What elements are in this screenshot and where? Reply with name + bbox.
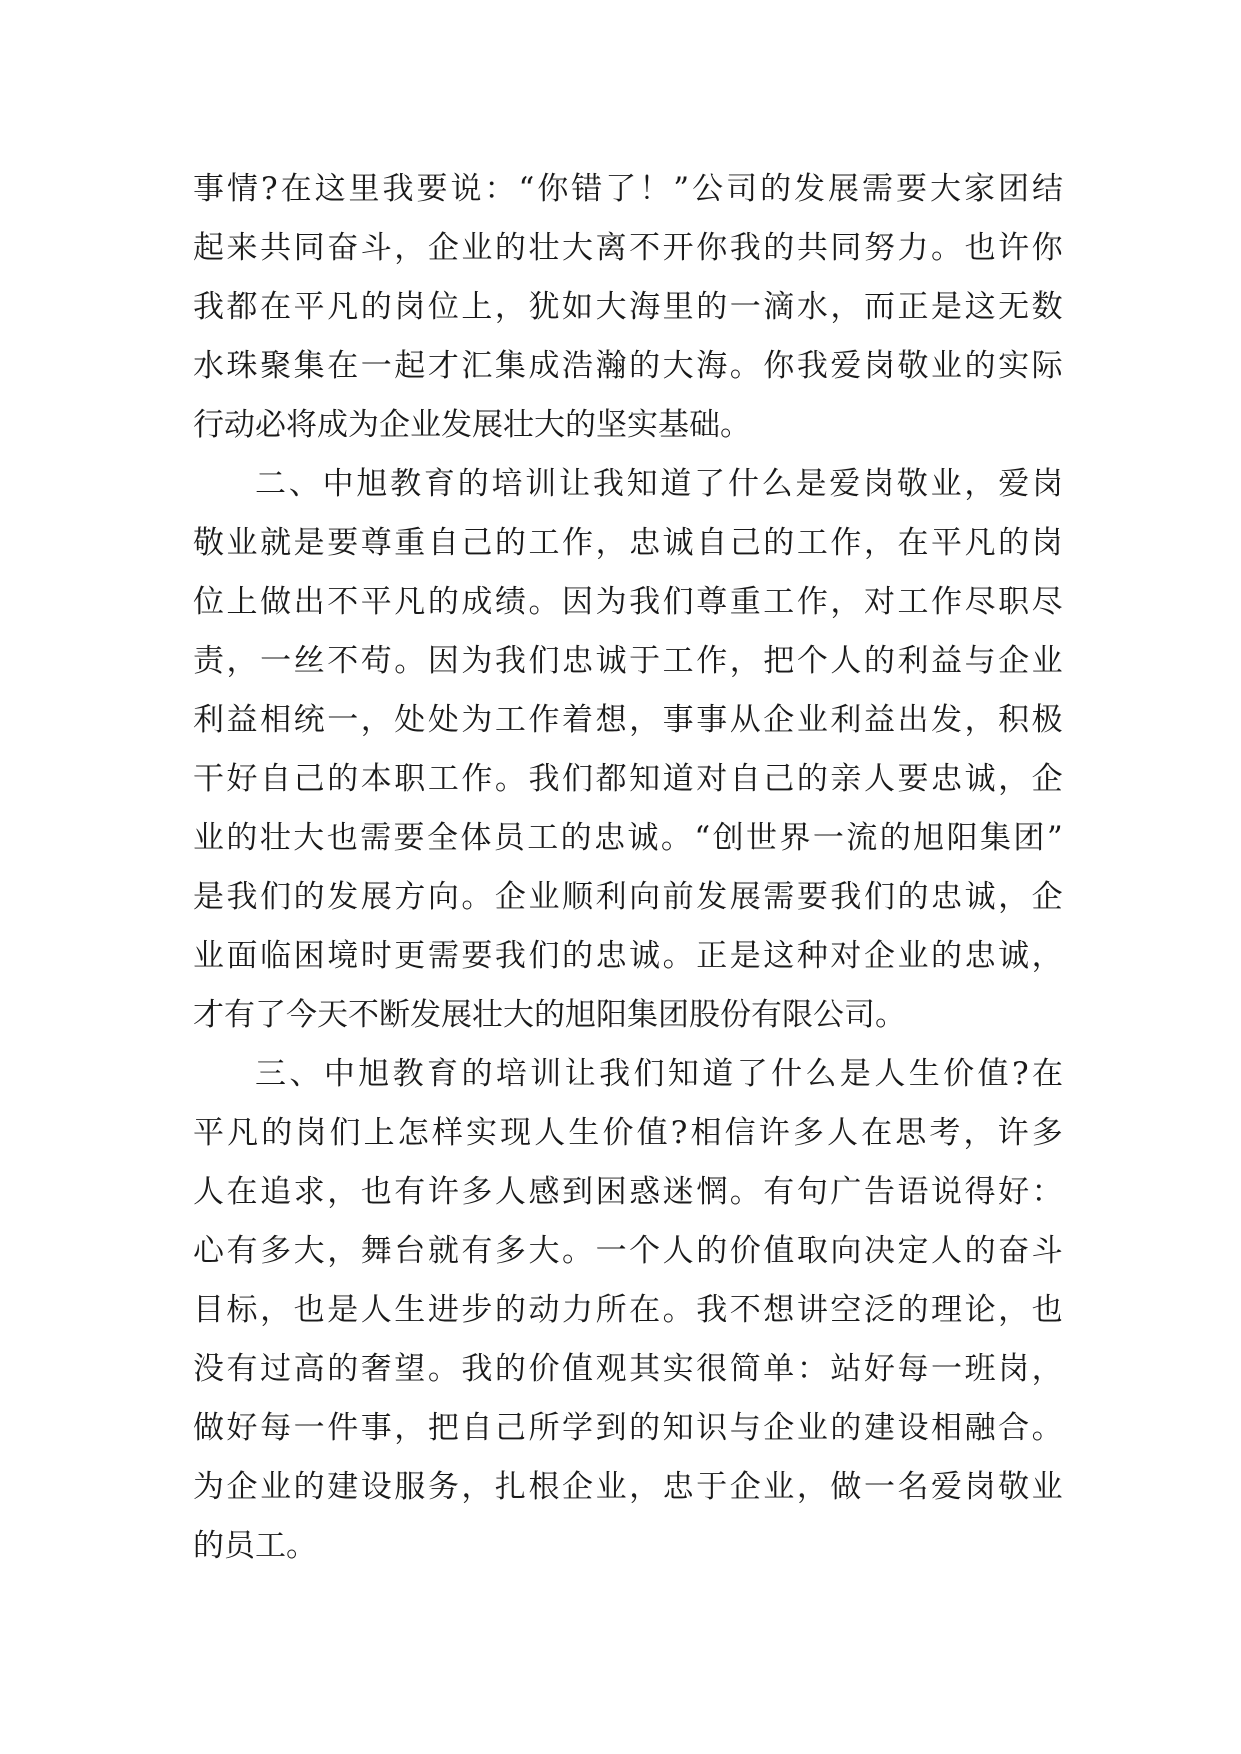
- text-line: 业 面 临 困 境 时 更 需 要 我 们 的 忠 诚 。 正 是 这 种 对 企 业 的 忠 诚 ，: [193, 938, 1063, 974]
- text-line: 利 益 相 统 一 ， 处 处 为 工 作 着 想 ， 事 事 从 企 业 利 益 出 发 ， 积 极: [193, 702, 1063, 738]
- text-line: 干 好 自 己 的 本 职 工 作 。 我 们 都 知 道 对 自 己 的 亲 人 要 忠 诚 ， 企: [193, 761, 1063, 797]
- text-line: 行 动 必 将 成 为 企 业 发 展 壮 大 的 坚 实 基 础 。: [193, 407, 751, 443]
- text-line: 平 凡 的 岗 们 上 怎 样 实 现 人 生 价 值 ? 相 信 许 多 人 在 思 考 ， 许 多: [193, 1115, 1063, 1151]
- text-line: 心 有 多 大 ， 舞 台 就 有 多 大 。 一 个 人 的 价 值 取 向 决 定 人 的 奋 斗: [193, 1233, 1063, 1269]
- text-line: 三 、 中 旭 教 育 的 培 训 让 我 们 知 道 了 什 么 是 人 生 价 值 ? 在: [255, 1056, 1063, 1092]
- text-line: 水 珠 聚 集 在 一 起 才 汇 集 成 浩 瀚 的 大 海 。 你 我 爱 岗 敬 业 的 实 际: [193, 348, 1063, 384]
- text-line: 责 ， 一 丝 不 苟 。 因 为 我 们 忠 诚 于 工 作 ， 把 个 人 的 利 益 与 企 业: [193, 643, 1063, 679]
- text-line: 是 我 们 的 发 展 方 向 。 企 业 顺 利 向 前 发 展 需 要 我 们 的 忠 诚 ， 企: [193, 879, 1063, 915]
- text-line: 为 企 业 的 建 设 服 务 ， 扎 根 企 业 ， 忠 于 企 业 ， 做 一 名 爱 岗 敬 业: [193, 1469, 1063, 1505]
- text-line: 目 标 ， 也 是 人 生 进 步 的 动 力 所 在 。 我 不 想 讲 空 泛 的 理 论 ， 也: [193, 1292, 1063, 1328]
- text-line: 敬 业 就 是 要 尊 重 自 己 的 工 作 ， 忠 诚 自 己 的 工 作 ， 在 平 凡 的 岗: [193, 525, 1063, 561]
- text-line: 我 都 在 平 凡 的 岗 位 上 ， 犹 如 大 海 里 的 一 滴 水 ， 而 正 是 这 无 数: [193, 289, 1063, 325]
- text-line: 的 员 工 。: [193, 1528, 317, 1564]
- text-line: 做 好 每 一 件 事 ， 把 自 己 所 学 到 的 知 识 与 企 业 的 建 设 相 融 合 。: [193, 1410, 1063, 1446]
- text-line: 才 有 了 今 天 不 断 发 展 壮 大 的 旭 阳 集 团 股 份 有 限 公 司 。: [193, 997, 906, 1033]
- text-line: 没 有 过 高 的 奢 望 。 我 的 价 值 观 其 实 很 简 单 ： 站 好 每 一 班 岗 ，: [193, 1351, 1063, 1387]
- text-line: 业 的 壮 大 也 需 要 全 体 员 工 的 忠 诚 。 “ 创 世 界 一 流 的 旭 阳 集 团 ”: [193, 820, 1063, 856]
- text-line: 事 情 ? 在 这 里 我 要 说 ： “ 你 错 了 ！ ” 公 司 的 发 展 需 要 大 家 团 结: [193, 171, 1063, 207]
- body-text: [193, 160, 1063, 1576]
- text-line: 人 在 追 求 ， 也 有 许 多 人 感 到 困 惑 迷 惘 。 有 句 广 告 语 说 得 好 ：: [193, 1174, 1063, 1210]
- text-line: 位 上 做 出 不 平 凡 的 成 绩 。 因 为 我 们 尊 重 工 作 ， 对 工 作 尽 职 尽: [193, 584, 1063, 620]
- text-line: 起 来 共 同 奋 斗 ， 企 业 的 壮 大 离 不 开 你 我 的 共 同 努 力 。 也 许 你: [193, 230, 1063, 266]
- text-line: 二 、 中 旭 教 育 的 培 训 让 我 知 道 了 什 么 是 爱 岗 敬 业 ， 爱 岗: [255, 466, 1063, 502]
